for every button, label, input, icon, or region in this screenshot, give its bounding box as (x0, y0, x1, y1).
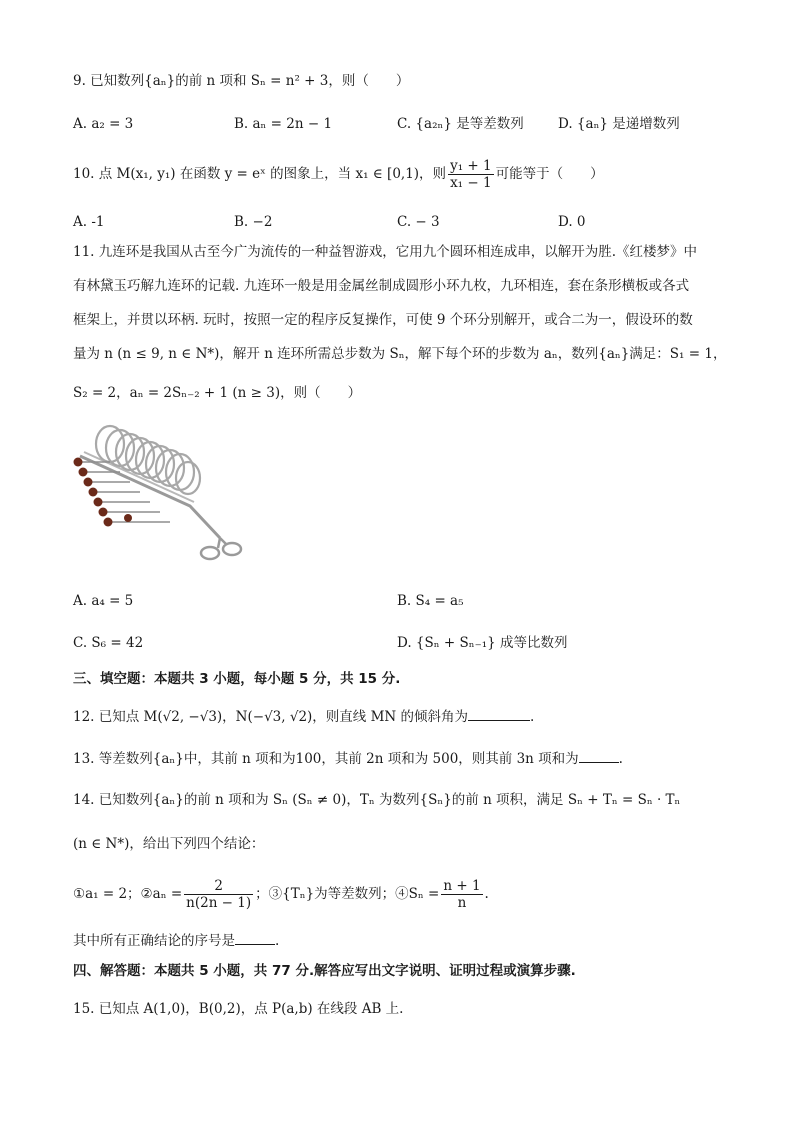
q10-fraction-numerator: y₁ + 1 (450, 158, 492, 174)
q14-conclusions (73, 878, 489, 911)
q14-line-1: 14. 已知数列{aₙ}的前 n 项和为 Sₙ (Sₙ ≠ 0)，Tₙ 为数列{Sₙ}的前 n 项积，满足 Sₙ + Tₙ = Sₙ · Tₙ (73, 792, 681, 808)
q14-answer-period: . (275, 933, 280, 949)
q10-option-d: D. 0 (558, 214, 586, 230)
q12-period: . (530, 709, 535, 725)
q14-line-2: (n ∈ N*)，给出下列四个结论： (73, 836, 265, 852)
q13-answer-blank (579, 748, 619, 763)
q9-option-d: D. {aₙ} 是递增数列 (558, 116, 680, 132)
q15-stem: 15. 已知点 A(1,0)，B(0,2)，点 P(a,b) 在线段 AB 上. (73, 1001, 404, 1017)
section-3-heading: 三、填空题：本题共 3 小题，每小题 5 分，共 15 分. (73, 671, 401, 687)
q11-option-d: D. {Sₙ + Sₙ₋₁} 成等比数列 (397, 635, 568, 651)
q14-fraction-an-numerator: 2 (184, 878, 253, 895)
q14-fraction-an (184, 878, 253, 911)
q14-answer-text: 其中所有正确结论的序号是 (73, 933, 235, 949)
q11-line-5: S₂ = 2，aₙ = 2Sₙ₋₂ + 1 (n ≥ 3)，则（ ） (73, 385, 362, 401)
q11-line-4: 量为 n (n ≤ 9, n ∈ N*)，解开 n 连环所需总步数为 Sₙ，解下每个环的步数为 aₙ，数列{aₙ}满足：S₁ = 1， (73, 346, 727, 362)
q11-option-a: A. a₄ = 5 (73, 593, 134, 609)
q13-text: 13. 等差数列{aₙ}中，其前 n 项和为100，其前 2n 项和为 500，则其前 3n 项和为 (73, 751, 579, 767)
q10-fraction (448, 158, 494, 191)
q9-option-a: A. a₂ = 3 (73, 116, 134, 132)
q12-answer-blank (468, 706, 530, 721)
q9-option-c: C. {a₂ₙ} 是等差数列 (397, 116, 524, 132)
q10-option-b: B. −2 (234, 214, 273, 230)
q14-fraction-sn (441, 878, 482, 911)
q10-option-c: C. − 3 (397, 214, 440, 230)
q14-fraction-sn-numerator: n + 1 (443, 878, 481, 894)
q11-option-b: B. S₄ = a₅ (397, 593, 464, 609)
q12-text: 12. 已知点 M(√2, −√3)，N(−√3, √2)，则直线 MN 的倾斜角为 (73, 709, 469, 725)
q10-stem (73, 158, 604, 191)
q11-line-1: 11. 九连环是我国从古至今广为流传的一种益智游戏，它用九个圆环相连成串，以解开为胜.《红楼梦》中 (73, 244, 698, 260)
q14-conclusion-3: ；③{Tₙ}为等差数列；④Sₙ = (255, 886, 440, 902)
q14-answer-line (73, 930, 279, 951)
q12 (73, 706, 534, 727)
q10-fraction-denominator: x₁ − 1 (450, 175, 492, 191)
q11-line-3: 框架上，并贯以环柄. 玩时，按照一定的程序反复操作，可使 9 个环分别解开，或合二为一，假设环的数 (73, 312, 693, 328)
q14-answer-blank (235, 930, 275, 945)
q14-conclusion-end: . (484, 886, 489, 902)
section-4-heading: 四、解答题：本题共 5 小题，共 77 分.解答应写出文字说明、证明过程或演算步骤. (73, 963, 576, 979)
q9-stem: 9. 已知数列{aₙ}的前 n 项和 Sₙ = n² + 3，则（ ） (73, 73, 410, 89)
q11-line-2: 有林黛玉巧解九连环的记载. 九连环一般是用金属丝制成圆形小环九枚，九环相连，套在条形横板或各式 (73, 278, 690, 294)
nine-linked-rings-image (70, 418, 250, 568)
q11-option-c: C. S₆ = 42 (73, 635, 144, 651)
q10-option-a: A. -1 (73, 214, 105, 230)
q13-period: . (618, 751, 623, 767)
q10-stem-pre: 10. 点 M(x₁, y₁) 在函数 y = eˣ 的图象上，当 x₁ ∈ [0,1)，则 (73, 166, 447, 182)
q10-stem-post: 可能等于（ ） (495, 166, 604, 182)
q14-fraction-sn-denominator: n (457, 895, 467, 911)
q13 (73, 748, 623, 769)
q9-option-b: B. aₙ = 2n − 1 (234, 116, 333, 132)
q14-fraction-an-denominator: n(2n − 1) (186, 895, 252, 911)
q14-conclusion-1: ①a₁ = 2；②aₙ = (73, 886, 183, 902)
